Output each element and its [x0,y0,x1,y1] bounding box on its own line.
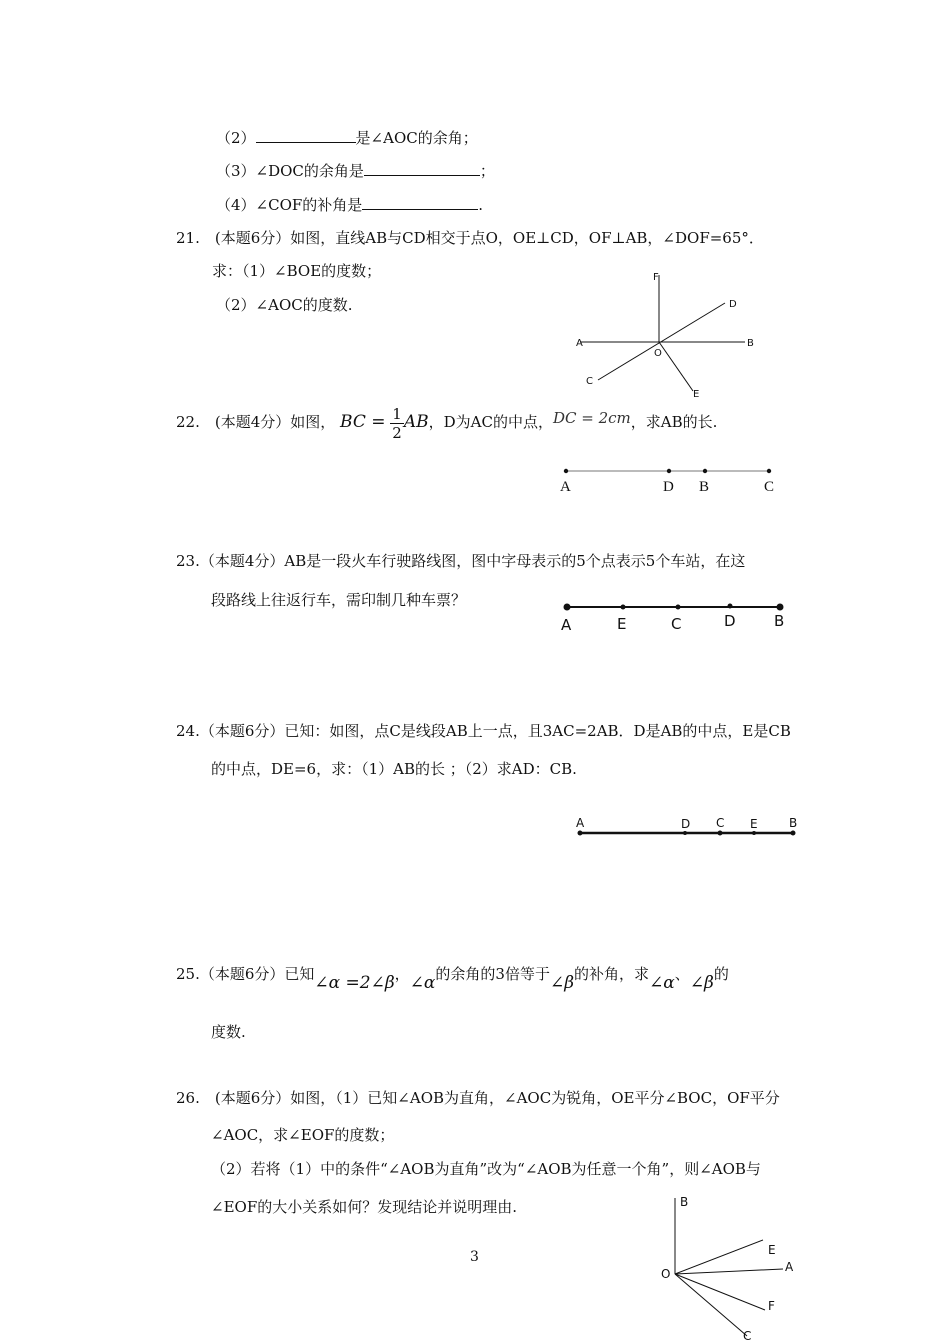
q20-blank-3[interactable] [364,161,480,176]
q25-mid: 的余角的3倍等于 [435,965,550,983]
q21-label-E: E [693,389,700,400]
q22-label-B: B [699,479,710,495]
q24-figure [570,814,810,844]
q25-prefix: 25.（本题6分）已知 [176,965,315,983]
q26-label-B: B [680,1195,689,1209]
q23-label-B: B [774,612,785,630]
q21-label-F: F [653,272,659,283]
q22-label-C: C [764,479,775,495]
q22-bc: BC = [340,412,386,432]
q20-l3-prefix: （3）∠DOC的余角是 [216,162,364,180]
q22-suffix: ，求AB的长. [630,413,718,431]
q20-l2-prefix: （2） [216,129,256,147]
q20-l4-suffix: . [478,196,484,214]
q25-eq: ∠α =2∠β [314,973,395,993]
q25-beta: ∠β [549,973,575,993]
q21-label-B: B [747,338,754,349]
q20-l3-suffix: ； [479,162,495,180]
q22-obscured-text: DC = 2cm [552,409,631,427]
q20-l2-suffix: 是∠AOC的余角； [355,129,478,147]
q25-mid2: 的补角，求 [574,965,650,983]
q25-comma: ， [394,965,410,983]
q21-figure [570,265,770,405]
q25-line-1 [176,960,729,997]
q22-prefix: 22. (本题4分）如图， [176,413,336,431]
q25-tail: 的 [713,965,729,983]
q21-line-2: 求：（1）∠BOE的度数； [212,262,382,280]
q25-line-2: 度数. [211,1023,246,1041]
q24-line-2: 的中点，DE=6，求：（1）AB的长 ；（2）求AD：CB. [211,760,577,778]
q20-line-3 [216,161,495,181]
q24-label-C: C [716,816,725,830]
q20-blank-4[interactable] [362,195,478,210]
q26-label-E: E [768,1243,776,1257]
q21-line-3: （2）∠AOC的度数. [216,296,353,314]
q22-label-A: A [560,479,571,495]
q26-line-2: ∠AOC，求∠EOF的度数； [211,1126,395,1144]
q24-line-1: 24.（本题6分）已知：如图，点C是线段AB上一点，且3AC=2AB．D是AB的中点，E是CB [176,722,791,740]
q21-label-A: A [576,338,583,349]
q26-label-F: F [768,1299,775,1313]
q23-line-2: 段路线上往返行车，需印制几种车票？ [211,591,467,609]
q22-mid: ，D为AC的中点， [428,413,553,431]
q25-sep: 、 [674,965,690,983]
q25-alpha: ∠α [409,973,436,993]
q20-blank-2[interactable] [256,128,356,143]
q23-label-E: E [617,615,627,633]
q22-obscured-formula [552,406,631,427]
q23-figure [558,597,798,637]
q26-line-1: 26. (本题6分）如图，（1）已知∠AOB为直角，∠AOC为锐角，OE平分∠BOC，OF平分 [176,1089,780,1107]
q25-alpha-2: ∠α [649,973,675,993]
q26-label-A: A [785,1260,794,1274]
q22-figure [556,462,796,498]
page-number: 3 [470,1249,479,1265]
q22-num: 1 [392,404,402,423]
q22-label-D: D [663,479,674,495]
q21-label-D: D [729,299,737,310]
q23-line-1: 23.（本题4分）AB是一段火车行驶路线图，图中字母表示的5个点表示5个车站，在这 [176,552,746,570]
q20-line-4 [216,195,483,215]
q24-label-E: E [750,817,758,831]
q24-label-D: D [681,817,691,831]
q21-line-1: 21. (本题6分）如图，直线AB与CD相交于点O，OE⊥CD，OF⊥AB，∠DOF=65°． [176,229,764,247]
q26-label-C: C [743,1329,752,1343]
q22-ab: AB [403,412,429,432]
q20-line-2 [216,128,478,148]
q24-label-B: B [789,816,798,830]
q21-label-O: O [654,348,662,359]
q23-label-A: A [561,616,572,634]
q26-label-O: O [661,1267,671,1281]
q22-den: 2 [392,423,402,442]
q21-label-C: C [586,376,593,387]
q23-label-D: D [724,612,736,630]
q24-label-A: A [576,816,585,830]
q26-line-3: （2）若将（1）中的条件“∠AOB为直角”改为“∠AOB为任意一个角”，则∠AOB与 [211,1160,761,1178]
q26-line-4: ∠EOF的大小关系如何？发现结论并说明理由. [211,1198,517,1216]
q22-fraction [390,405,404,442]
q26-figure [655,1190,805,1344]
q23-label-C: C [671,615,682,633]
q20-l4-prefix: （4）∠COF的补角是 [216,196,363,214]
q22-line [176,404,717,442]
q25-beta-2: ∠β [689,973,714,993]
